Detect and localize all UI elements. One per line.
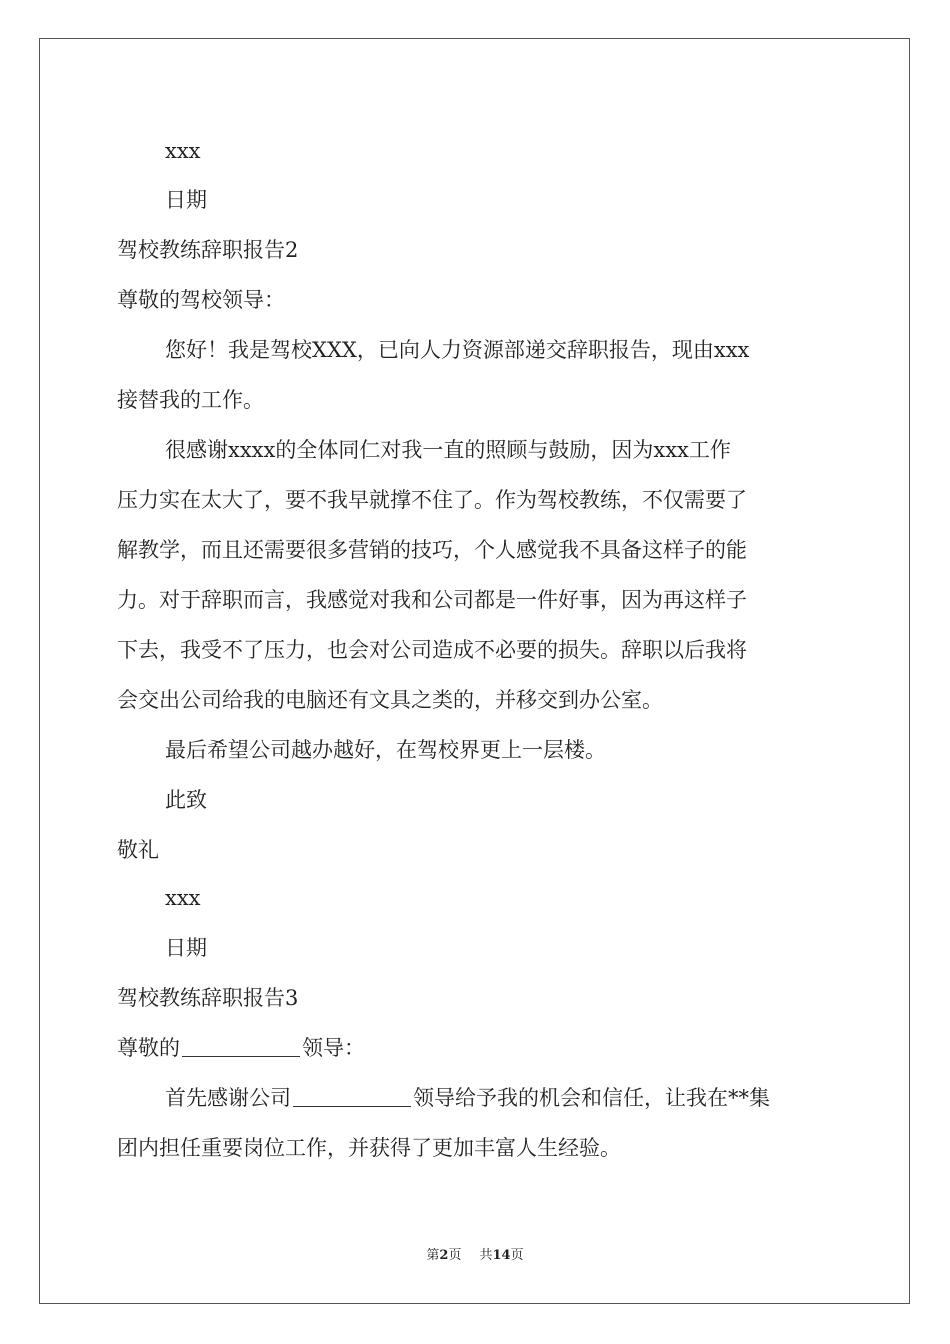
letter3-p1-pre: 首先感谢公司 xyxy=(165,1086,291,1110)
letter3-p1-line1 xyxy=(165,1084,885,1112)
footer-page-current: 2 xyxy=(439,1248,449,1263)
letter2-p3: 最后希望公司越办越好，在驾校界更上一层楼。 xyxy=(165,738,606,762)
fill-in-blank xyxy=(182,1036,300,1057)
letter2-p2-line1: 很感谢xxxx的全体同仁对我一直的照顾与鼓励，因为xxx工作 xyxy=(165,438,731,462)
letter3-salutation-post: 领导： xyxy=(302,1036,365,1060)
letter2-p2-line2: 压力实在太大了，要不我早就撑不住了。作为驾校教练，不仅需要了 xyxy=(117,488,747,512)
letter2-p2-line3: 解教学，而且还需要很多营销的技巧，个人感觉我不具备这样子的能 xyxy=(117,538,747,562)
footer-total-prefix: 共 xyxy=(479,1248,493,1263)
letter2-p1-line2: 接替我的工作。 xyxy=(117,388,264,412)
letter3-salutation-pre: 尊敬的 xyxy=(117,1036,180,1060)
letter3-salutation xyxy=(117,1034,837,1062)
letter2-signature: xxx xyxy=(165,886,201,910)
letter3-title: 驾校教练辞职报告3 xyxy=(117,986,299,1010)
footer-total-suffix: 页 xyxy=(510,1248,524,1263)
letter2-p2-line4: 力。对于辞职而言，我感觉对我和公司都是一件好事，因为再这样子 xyxy=(117,588,747,612)
letter2-salutation: 尊敬的驾校领导： xyxy=(117,288,285,312)
footer-total-pages: 14 xyxy=(492,1248,511,1263)
letter2-p2-line6: 会交出公司给我的电脑还有文具之类的，并移交到办公室。 xyxy=(117,688,663,712)
date-1: 日期 xyxy=(165,188,207,212)
footer-page-prefix: 第 xyxy=(426,1248,440,1263)
letter2-closing-1: 此致 xyxy=(165,788,207,812)
letter2-closing-2: 敬礼 xyxy=(117,838,159,862)
fill-in-blank xyxy=(293,1086,411,1107)
letter3-p1-line2: 团内担任重要岗位工作，并获得了更加丰富人生经验。 xyxy=(117,1136,621,1160)
letter2-title: 驾校教练辞职报告2 xyxy=(117,238,299,262)
letter2-p2-line5: 下去，我受不了压力，也会对公司造成不必要的损失。辞职以后我将 xyxy=(117,638,747,662)
letter3-p1-post: 领导给予我的机会和信任，让我在**集 xyxy=(413,1086,770,1110)
page-footer xyxy=(0,1247,950,1265)
signature-1: xxx xyxy=(165,139,201,163)
page-border xyxy=(39,38,910,1304)
footer-page-suffix: 页 xyxy=(448,1248,462,1263)
letter2-p1-line1: 您好！我是驾校XXX，已向人力资源部递交辞职报告，现由xxx xyxy=(165,338,750,362)
letter2-date: 日期 xyxy=(165,936,207,960)
